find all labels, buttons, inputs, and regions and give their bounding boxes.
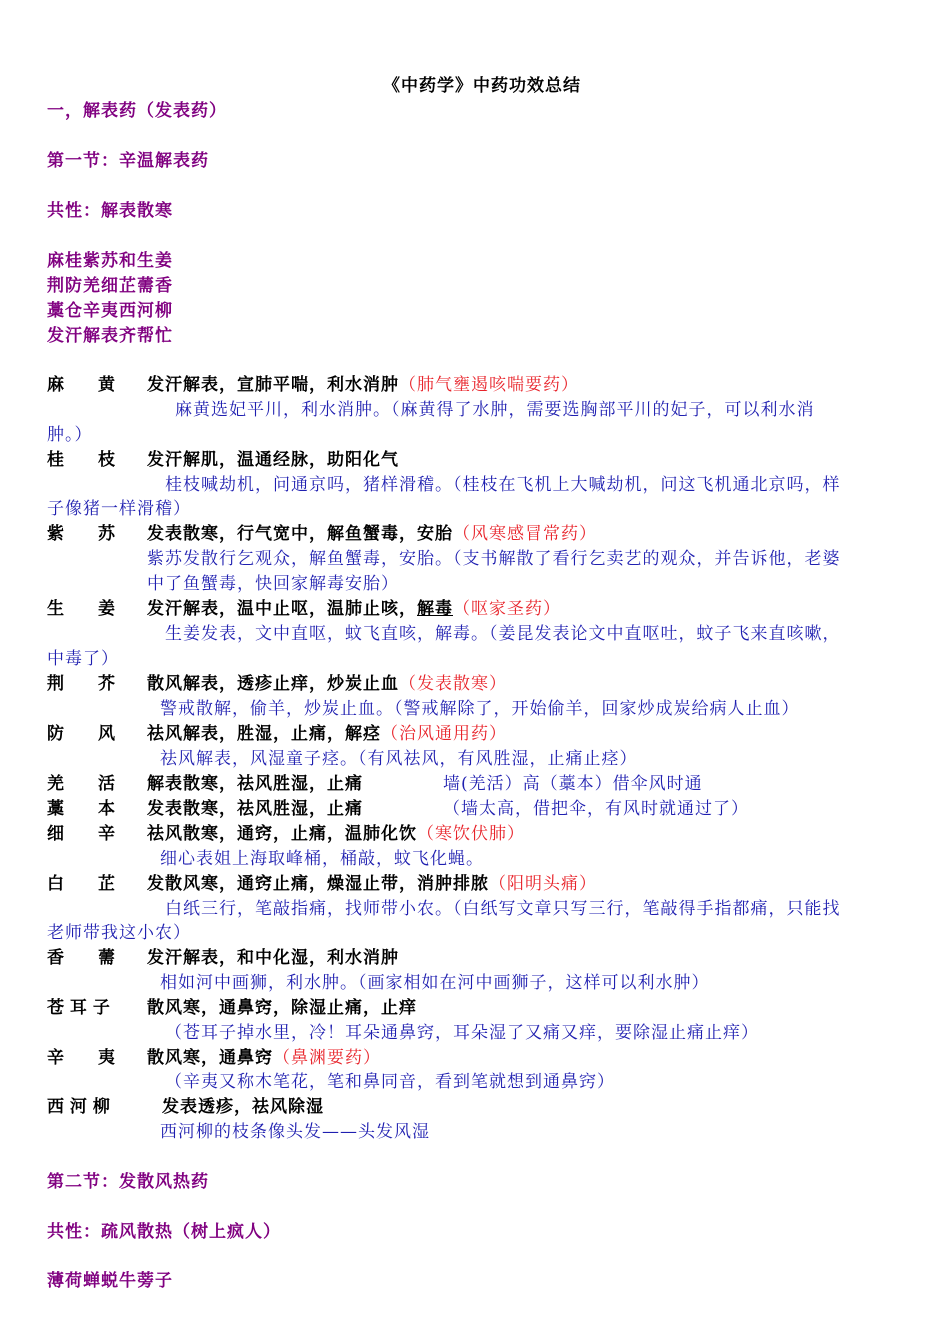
rhyme-line: 藁仓辛夷西河柳: [47, 301, 173, 321]
herb-effect: 发汗解表，宣肺平喘，利水消肿: [147, 375, 399, 395]
herb-mnemonic: 祛风解表，风湿童子痉。（有风祛风，有风胜湿，止痛止痉）: [160, 749, 638, 769]
herb-effect: 发表散寒，行气宽中，解鱼蟹毒，安胎: [147, 524, 453, 544]
herb-entry: [47, 822, 525, 846]
herb-effect: 散风解表，透疹止痒，炒炭止血: [147, 674, 399, 694]
herb-effect: 发汗解表，温中止呕，温肺止咳，: [147, 599, 417, 619]
herb-name: 羌 活: [47, 774, 115, 794]
herb-mnemonic: 警戒散解，偷羊，炒炭止血。（警戒解除了，开始偷羊，回家炒成炭给病人止血）: [160, 699, 800, 719]
herb-effect: 发汗解肌，温通经脉，助阳化气: [147, 450, 399, 470]
herb-entry: [47, 597, 561, 621]
herb-note: （发表散寒）: [399, 674, 507, 694]
herb-mnemonic: 白纸三行，笔敲指痛，找师带小农。（白纸写文章只写三行，笔敲得手指都痛，只能找: [165, 899, 841, 919]
herb-note: （鼻渊要药）: [273, 1048, 381, 1068]
herb-mnemonic: 桂枝喊劫机，问通京吗，猪样滑稽。（桂枝在飞机上大喊劫机，问这飞机通北京吗，样: [165, 475, 841, 495]
herb-name: 香 薷: [47, 948, 115, 968]
herb-name: 细 辛: [47, 824, 115, 844]
herb-mnemonic: 墙(羌活）高（藁本）借伞风时通: [443, 774, 703, 794]
herb-mnemonic: 子像猪一样滑稽）: [47, 499, 191, 519]
herb-note: （治风通用药）: [381, 724, 507, 744]
herb-effect: 发表透疹，祛风除湿: [162, 1097, 324, 1117]
herb-effect: 解表散寒，祛风胜湿，止痛: [147, 774, 363, 794]
herb-name: 辛 夷: [47, 1048, 115, 1068]
herb-effect: 发表散寒，祛风胜湿，止痛: [147, 799, 363, 819]
herb-name: 紫 苏: [47, 524, 115, 544]
rhyme-line: 发汗解表齐帮忙: [47, 326, 173, 346]
rhyme-line: 荆防羌细芷薷香: [47, 276, 173, 296]
rhyme-line: 薄荷蝉蜕牛蒡子: [47, 1271, 173, 1291]
herb-entry: [47, 946, 399, 970]
herb-name: 苍 耳 子: [47, 998, 110, 1018]
herb-mnemonic: 中了鱼蟹毒，快回家解毒安胎）: [147, 574, 399, 594]
herb-name: 麻 黄: [47, 375, 115, 395]
herb-mnemonic: 细心表姐上海取峰桶，桶敲，蚊飞化蝇。: [160, 849, 484, 869]
herb-note: （风寒感冒常药）: [453, 524, 597, 544]
herb-entry: [47, 522, 597, 546]
herb-name: 桂 枝: [47, 450, 115, 470]
herb-note: （呕家圣药）: [453, 599, 561, 619]
subsection-heading: 第二节：发散风热药: [47, 1172, 209, 1192]
herb-mnemonic: 肿。）: [47, 425, 93, 445]
herb-note: （肺气壅遏咳喘要药）: [399, 375, 579, 395]
herb-effect: 散风寒，通鼻窍，除湿止痛，止痒: [147, 998, 417, 1018]
herb-mnemonic: 中毒了）: [47, 649, 119, 669]
herb-effect: 发散风寒，通窍止痛，燥湿止带，消肿排脓: [147, 874, 489, 894]
herb-mnemonic: （苍耳子掉水里，冷！耳朵通鼻窍，耳朵湿了又痛又痒，要除湿止痛止痒）: [165, 1023, 759, 1043]
herb-name: 生 姜: [47, 599, 115, 619]
herb-entry: [47, 1046, 381, 1070]
herb-mnemonic: 紫苏发散行乞观众，解鱼蟹毒，安胎。（支书解散了看行乞卖艺的观众，并告诉他，老婆: [147, 549, 841, 569]
herb-entry: [47, 1095, 324, 1119]
common-property: 共性：解表散寒: [47, 201, 173, 221]
herb-mnemonic: 麻黄选妃平川，利水消肿。（麻黄得了水肿，需要选胸部平川的妃子，可以利水消: [175, 400, 815, 420]
herb-name: 荆 芥: [47, 674, 115, 694]
herb-mnemonic: 老师带我这小农）: [47, 923, 191, 943]
herb-name: 防 风: [47, 724, 115, 744]
herb-name: 西 河 柳: [47, 1097, 110, 1117]
herb-entry: [47, 373, 579, 397]
herb-effect: 祛风散寒，通窍，止痛，温肺化饮: [147, 824, 417, 844]
page-title: 《中药学》中药功效总结: [383, 76, 581, 96]
herb-note: （阳明头痛）: [489, 874, 597, 894]
herb-mnemonic: （墙太高，借把伞，有风时就通过了）: [443, 799, 749, 819]
herb-note: （寒饮伏肺）: [417, 824, 525, 844]
herb-mnemonic: 西河柳的枝条像头发——头发风湿: [160, 1122, 430, 1142]
herb-entry: [47, 672, 507, 696]
herb-entry: [47, 448, 399, 472]
herb-mnemonic: 生姜发表，文中直呕，蚊飞直咳，解毒。（姜昆发表论文中直呕吐，蚊子飞来直咳嗽，: [165, 624, 841, 644]
herb-entry: [47, 722, 507, 746]
herb-entry: [47, 996, 417, 1020]
herb-entry: [47, 772, 363, 796]
herb-effect-underlined: 解毒: [417, 599, 453, 619]
herb-effect: 祛风解表，胜湿，止痛，解痉: [147, 724, 381, 744]
common-property: 共性：疏风散热（树上疯人）: [47, 1222, 281, 1242]
section-heading: 一，解表药（发表药）: [47, 101, 227, 121]
herb-entry: [47, 872, 597, 896]
rhyme-line: 麻桂紫苏和生姜: [47, 251, 173, 271]
herb-entry: [47, 797, 363, 821]
herb-mnemonic: （辛夷又称木笔花，笔和鼻同音，看到笔就想到通鼻窍）: [165, 1072, 615, 1092]
herb-name: 藁 本: [47, 799, 115, 819]
herb-effect: 发汗解表，和中化湿，利水消肿: [147, 948, 399, 968]
subsection-heading: 第一节：辛温解表药: [47, 151, 209, 171]
herb-effect: 散风寒，通鼻窍: [147, 1048, 273, 1068]
herb-name: 白 芷: [47, 874, 115, 894]
herb-mnemonic: 相如河中画狮，利水肿。（画家相如在河中画狮子，这样可以利水肿）: [160, 973, 710, 993]
